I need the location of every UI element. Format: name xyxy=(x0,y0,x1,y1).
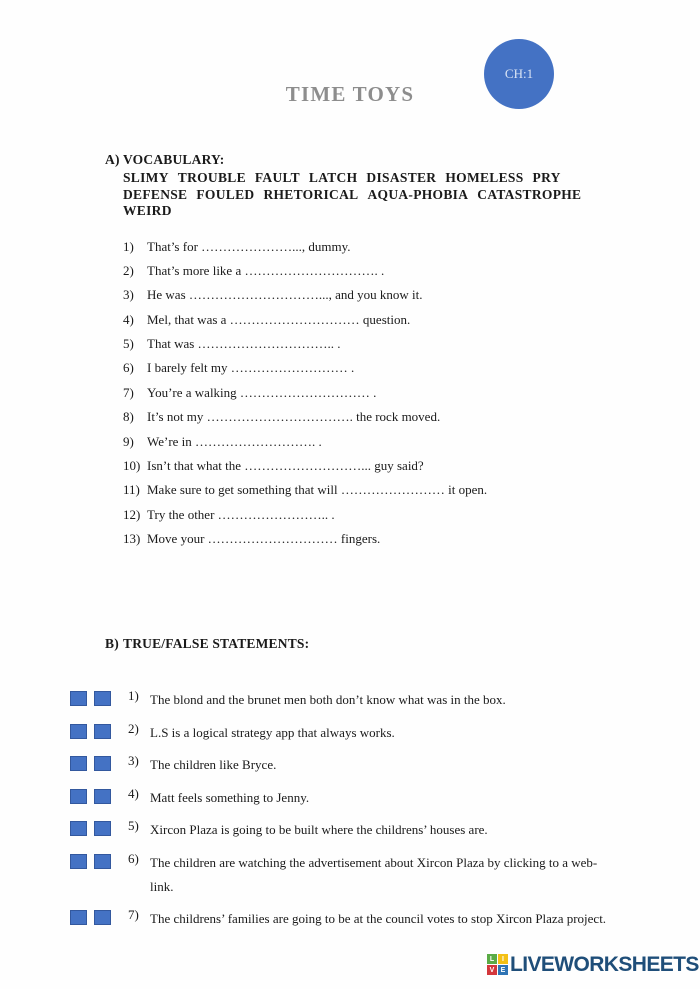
vocabulary-word: HOMELESS xyxy=(445,170,524,185)
answer-box-pair xyxy=(70,688,128,706)
true-false-text: Xircon Plaza is going to be built where the childrens’ houses are. xyxy=(150,822,488,837)
section-a-heading xyxy=(105,152,625,168)
section-true-false xyxy=(105,636,630,940)
fill-in-blank-number: 9) xyxy=(123,433,134,449)
fill-in-blank-text: We’re in ………………………. . xyxy=(147,433,322,449)
section-b-letter: B) xyxy=(105,636,119,651)
fill-in-blank-number: 7) xyxy=(123,384,134,400)
vocabulary-word: DEFENSE xyxy=(123,186,188,202)
fill-in-blank-text: Move your ………………………… fingers. xyxy=(147,531,381,547)
page-title: TIME TOYS xyxy=(285,82,415,106)
section-a-title: VOCABULARY: xyxy=(123,152,225,167)
true-false-number: 1) xyxy=(128,688,139,703)
true-false-number: 4) xyxy=(128,785,139,801)
vocabulary-word: RHETORICAL xyxy=(263,186,359,202)
fill-in-blank-text: Try the other …………………….. . xyxy=(147,506,335,522)
vocabulary-word: WEIRD xyxy=(123,203,172,218)
section-a-letter: A) xyxy=(105,152,120,167)
true-false-number: 3) xyxy=(128,753,139,768)
fill-in-blank-number: 13) xyxy=(123,531,141,547)
fill-in-blank-text: He was …………………………..., and you know it. xyxy=(147,287,423,303)
logo-tile-l: L xyxy=(487,954,497,964)
fill-in-blank-number: 3) xyxy=(123,287,134,303)
vocabulary-word: SLIMY xyxy=(123,170,169,185)
section-b-heading xyxy=(105,636,630,652)
fill-in-blank-text: Isn’t that what the ………………………... guy said? xyxy=(147,458,424,474)
fill-in-blank-item[interactable] xyxy=(123,409,625,433)
answer-box-false[interactable] xyxy=(94,789,111,804)
answer-box-true[interactable] xyxy=(70,821,87,836)
answer-box-false[interactable] xyxy=(94,724,111,739)
fill-in-blank-item[interactable] xyxy=(123,263,625,287)
answer-box-true[interactable] xyxy=(70,910,87,925)
true-false-item xyxy=(70,786,630,810)
answer-box-false[interactable] xyxy=(94,691,111,706)
fill-in-blank-text: Make sure to get something that will …………………… it open. xyxy=(147,482,488,498)
vocabulary-word: TROUBLE xyxy=(177,170,246,185)
fill-in-blank-item[interactable] xyxy=(123,507,625,531)
logo-tile-v: V xyxy=(487,965,497,975)
fill-in-blank-item[interactable] xyxy=(123,312,625,336)
fill-in-blank-item[interactable] xyxy=(123,385,625,409)
answer-box-true[interactable] xyxy=(70,724,87,739)
fill-in-blank-number: 12) xyxy=(123,506,141,522)
true-false-text: Matt feels something to Jenny. xyxy=(150,789,310,805)
true-false-item xyxy=(70,688,630,712)
answer-box-false[interactable] xyxy=(94,756,111,771)
liveworksheets-logo-icon xyxy=(487,954,508,975)
fill-in-blank-item[interactable] xyxy=(123,531,625,555)
answer-box-false[interactable] xyxy=(94,854,111,869)
logo-tile-i: I xyxy=(498,954,508,964)
true-false-text: The blond and the brunet men both don’t know what was in the box. xyxy=(150,692,506,707)
true-false-item xyxy=(70,851,630,899)
true-false-number: 7) xyxy=(128,907,139,922)
true-false-number: 6) xyxy=(128,850,139,866)
liveworksheets-wordmark: LIVEWORKSHEETS xyxy=(510,953,699,976)
true-false-text: The children like Bryce. xyxy=(150,757,277,772)
fill-in-blank-text: Mel, that was a ………………………… question. xyxy=(147,311,411,327)
fill-in-blank-item[interactable] xyxy=(123,482,625,506)
fill-in-blank-number: 1) xyxy=(123,238,134,254)
true-false-item xyxy=(70,753,630,777)
fill-in-blank-text: That’s more like a …………………………. . xyxy=(147,262,385,278)
fill-in-blank-item[interactable] xyxy=(123,239,625,263)
word-bank xyxy=(123,170,623,220)
vocabulary-word: CATASTROPHE xyxy=(477,186,582,202)
vocabulary-word: FOULED xyxy=(196,186,255,202)
true-false-item xyxy=(70,907,630,931)
answer-box-pair xyxy=(70,753,128,771)
fill-in-blank-number: 6) xyxy=(123,360,134,376)
answer-box-false[interactable] xyxy=(94,910,111,925)
fill-in-blank-item[interactable] xyxy=(123,360,625,384)
fill-in-blank-number: 2) xyxy=(123,262,134,278)
fill-in-blank-item[interactable] xyxy=(123,336,625,360)
answer-box-pair xyxy=(70,721,128,739)
word-bank-line xyxy=(123,203,623,220)
true-false-number: 2) xyxy=(128,720,139,736)
fill-in-blank-item[interactable] xyxy=(123,287,625,311)
answer-box-true[interactable] xyxy=(70,854,87,869)
fill-in-blank-number: 10) xyxy=(123,458,141,474)
section-b-title: TRUE/FALSE STATEMENTS: xyxy=(123,636,310,651)
true-false-number: 5) xyxy=(128,818,139,833)
fill-in-blank-item[interactable] xyxy=(123,458,625,482)
true-false-text: L.S is a logical strategy app that always works. xyxy=(150,724,395,740)
vocabulary-word: FAULT xyxy=(254,170,300,185)
vocabulary-word: AQUA-PHOBIA xyxy=(367,186,469,202)
word-bank-line xyxy=(123,187,623,204)
fill-in-blank-number: 5) xyxy=(123,336,134,352)
answer-box-pair xyxy=(70,851,128,869)
answer-box-pair xyxy=(70,907,128,925)
fill-in-blank-text: I barely felt my ……………………… . xyxy=(147,360,355,376)
section-vocabulary xyxy=(105,152,625,556)
answer-box-true[interactable] xyxy=(70,691,87,706)
true-false-text: The children are watching the advertisement about Xircon Plaza by clicking to a web-link. xyxy=(150,854,598,894)
fill-in-blank-text: It’s not my ……………………………. the rock moved. xyxy=(147,409,441,425)
true-false-list xyxy=(70,688,630,931)
fill-in-blank-item[interactable] xyxy=(123,434,625,458)
vocabulary-word: DISASTER xyxy=(366,170,437,185)
fill-in-blank-number: 11) xyxy=(123,482,140,498)
answer-box-pair xyxy=(70,786,128,804)
fill-in-blank-list xyxy=(123,239,625,556)
logo-tile-e: E xyxy=(498,965,508,975)
fill-in-blank-text: That’s for …………………..., dummy. xyxy=(147,238,351,254)
word-bank-line xyxy=(123,170,623,187)
answer-box-pair xyxy=(70,818,128,836)
answer-box-false[interactable] xyxy=(94,821,111,836)
true-false-item xyxy=(70,721,630,745)
true-false-text: The childrens’ families are going to be at the council votes to stop Xircon Plaza project. xyxy=(150,911,607,926)
fill-in-blank-text: You’re a walking ………………………… . xyxy=(147,384,377,400)
answer-box-true[interactable] xyxy=(70,756,87,771)
answer-box-true[interactable] xyxy=(70,789,87,804)
chapter-badge: CH:1 xyxy=(484,39,554,109)
true-false-item xyxy=(70,818,630,842)
fill-in-blank-text: That was ………………………….. . xyxy=(147,336,341,352)
fill-in-blank-number: 8) xyxy=(123,409,134,425)
vocabulary-word: PRY xyxy=(532,170,561,185)
liveworksheets-logo xyxy=(487,954,699,975)
page-header xyxy=(0,0,700,150)
fill-in-blank-number: 4) xyxy=(123,311,134,327)
vocabulary-word: LATCH xyxy=(308,170,358,185)
